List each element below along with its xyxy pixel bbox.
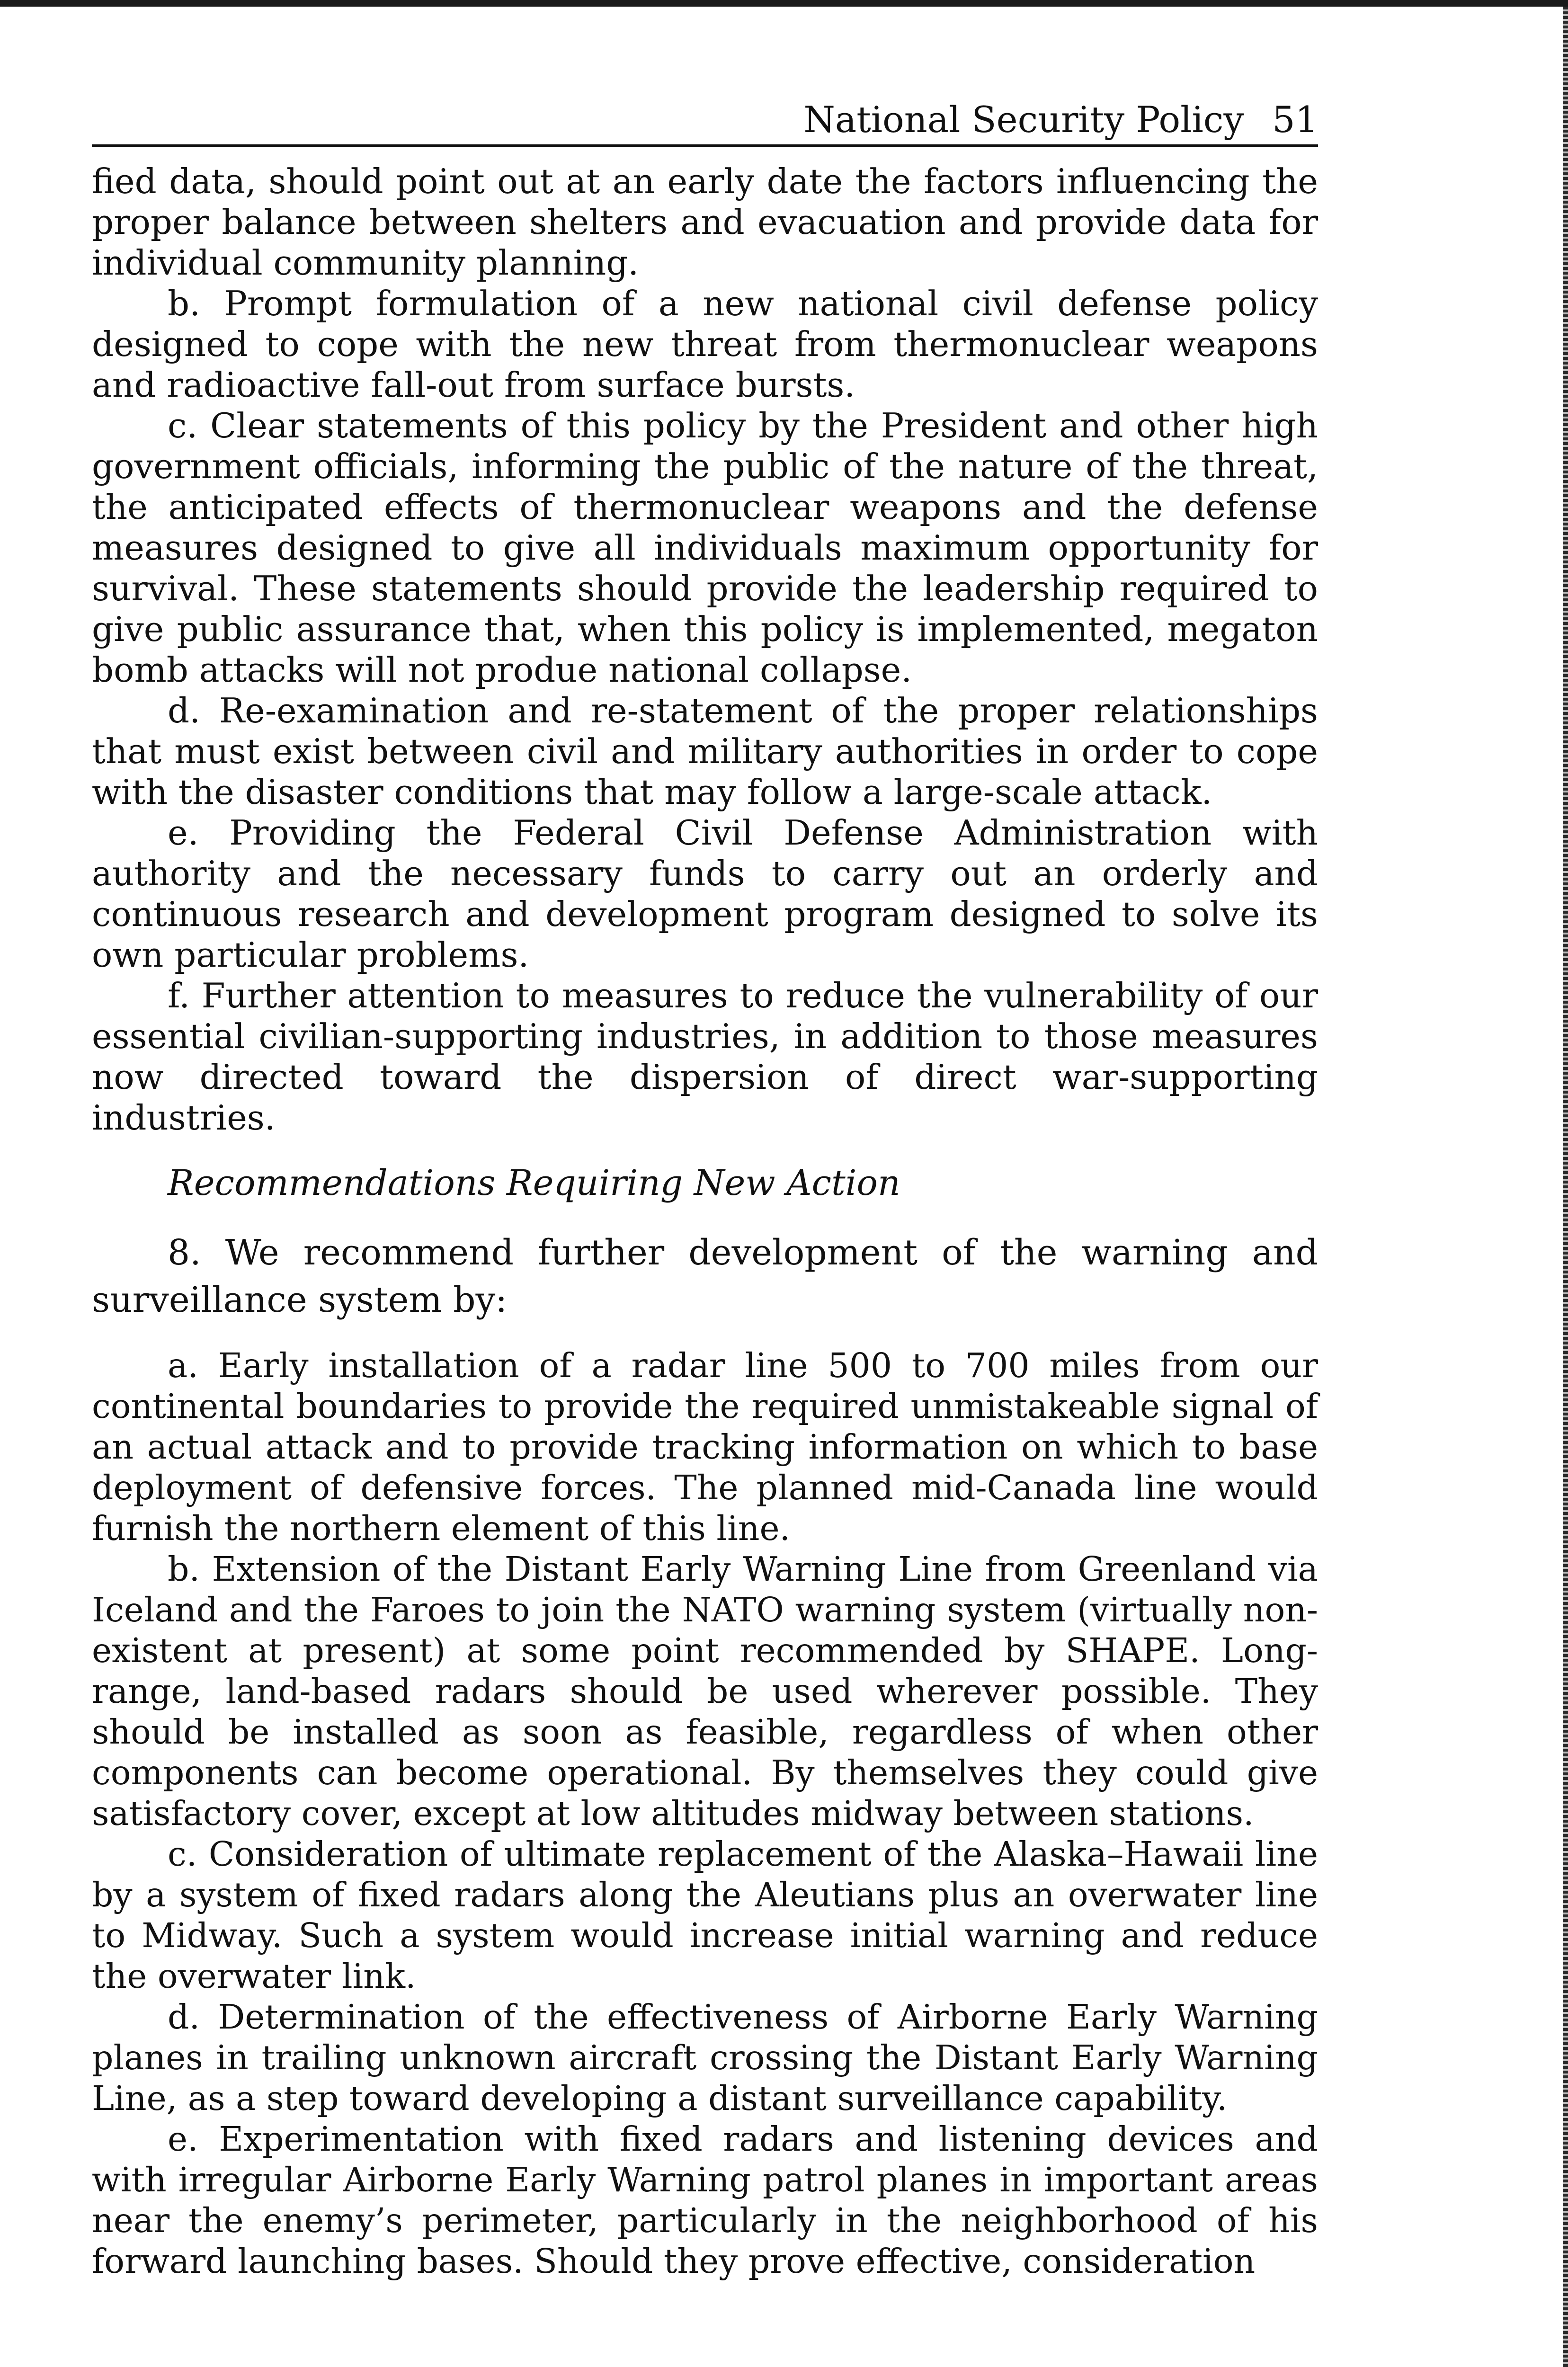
page-number: 51 (1272, 98, 1318, 141)
running-title: National Security Policy (803, 98, 1244, 141)
paragraph-continuation: fied data, should point out at an early date the factors influencing the proper balance between shelters and evacuation and provide data for individual community planning. (92, 161, 1318, 283)
item-8-intro: 8. We recommend further development of the warning and surveillance system by: (92, 1232, 1318, 1320)
running-header (92, 98, 1318, 147)
body-text-top (92, 161, 1318, 1138)
paragraph-b-civil-defense-policy: b. Prompt formulation of a new national civil defense policy designed to cope with the new threat from thermonuclear weapons and radioactive fall-out from surface bursts. (92, 284, 1318, 405)
right-scan-edge (1563, 7, 1568, 2367)
top-scan-border (0, 0, 1568, 7)
paragraph-d-airborne-early-warning: d. Determination of the effectiveness of Airborne Early Warning planes in trailing unknown aircraft crossing the Distant Early Warning Line, as a step toward developing a distant surveillance capability. (92, 1997, 1318, 2118)
document-page (92, 98, 1318, 2282)
paragraph-e-fcda-authority: e. Providing the Federal Civil Defense Administration with authority and the necessary funds to carry out an orderly and continuous research and development program designed to solve its own particular problems. (92, 813, 1318, 975)
paragraph-f-industry-vulnerability: f. Further attention to measures to reduce the vulnerability of our essential civilian-supporting industries, in addition to those measures now directed toward the dispersion of direct war-supporting industries. (92, 976, 1318, 1138)
paragraph-d-re-examination: d. Re-examination and re-statement of the proper relationships that must exist between civil and military authorities in order to cope with the disaster conditions that may follow a large-scale attack. (92, 691, 1318, 812)
section-heading: Recommendations Requiring New Action (168, 1163, 900, 1203)
body-text-bottom (92, 1345, 1318, 2282)
paragraph-c-aleutians: c. Consideration of ultimate replacement of the Alaska–Hawaii line by a system of fixed radars along the Aleutians plus an overwater line to Midway. Such a system would increase initial warning and reduce the overwater link. (92, 1834, 1318, 1996)
paragraph-a-radar-line: a. Early installation of a radar line 500 to 700 miles from our continental boundaries to provide the required unmistakeable signal of an actual attack and to provide tracking information on which to base deployment of defensive forces. The planned mid-Canada line would furnish the northern element of this line. (92, 1346, 1318, 1548)
paragraph-c-clear-statements: c. Clear statements of this policy by the President and other high government officials, informing the public of the nature of the threat, the anticipated effects of thermonuclear weapons and the defense measures designed to give all individuals maximum opportunity for survival. These statements should provide the leadership required to give public assurance that, when this policy is implemented, megaton bomb attacks will not produe national collapse. (92, 406, 1318, 690)
paragraph-b-distant-early-warning: b. Extension of the Distant Early Warning Line from Greenland via Iceland and the Faroes to join the NATO warning system (virtually non-existent at present) at some point recommended by SHAPE. Long-range, land-based radars should be used wherever possible. They should be installed as soon as feasible, regardless of when other components can become operational. By themselves they could give satisfactory cover, except at low altitudes midway between stations. (92, 1549, 1318, 1833)
paragraph-e-experimentation: e. Experimentation with fixed radars and listening devices and with irregular Airborne Early Warning patrol planes in important areas near the enemy’s perimeter, particularly in the neighborhood of his forward launching bases. Should they prove effective, consideration (92, 2119, 1318, 2281)
